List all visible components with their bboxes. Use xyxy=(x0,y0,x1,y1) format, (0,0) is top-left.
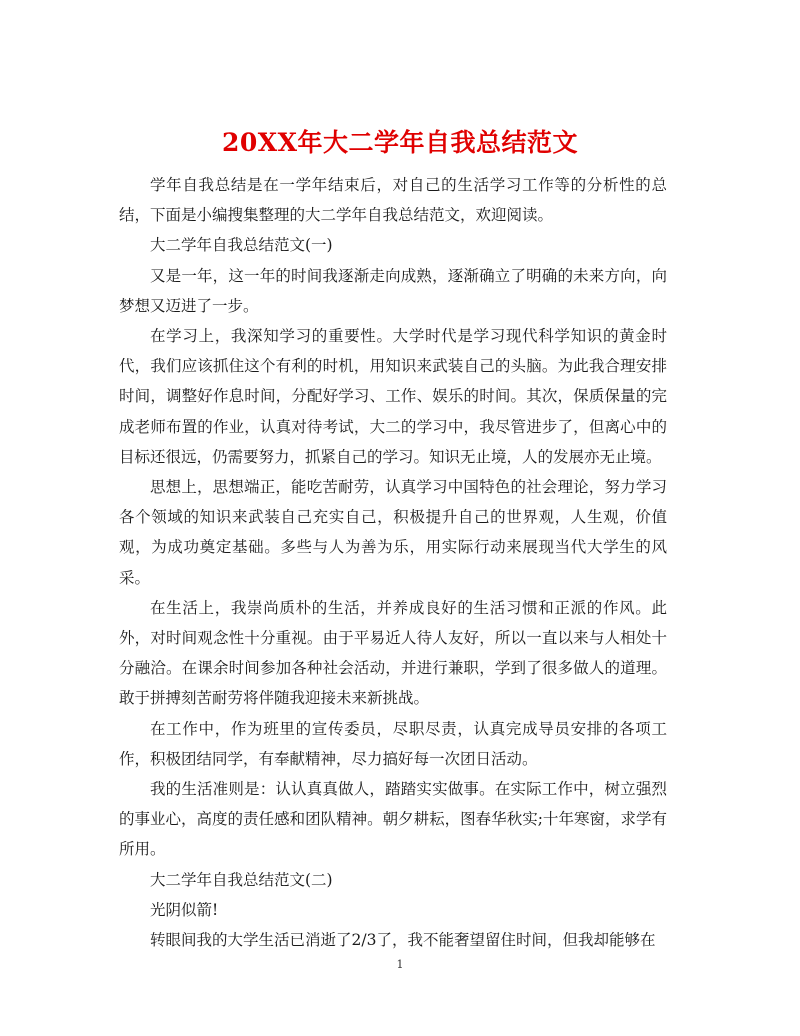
paragraph: 光阴似箭! xyxy=(150,900,219,919)
section-heading-one: 大二学年自我总结范文(一) xyxy=(150,236,333,255)
section-heading-two: 大二学年自我总结范文(二) xyxy=(150,870,333,889)
document-title: 20XX年大二学年自我总结范文 xyxy=(221,127,579,157)
paragraph: 在学习上，我深知学习的重要性。大学时代是学习现代科学知识的黄金时代，我们应该抓住这个有利的时机，用知识来武装自己的头脑。为此我合理安排时间，调整好作息时间，分配好学习、工作、娱乐的时间。其次，保质保量的完成老师布置的作业，认真对待考试，大二的学习中，我尽管进步了，但离心中的目标还很远，仍需要努力，抓紧自己的学习。知识无止境，人的发展亦无止境。 xyxy=(119,327,667,466)
paragraph-intro: 学年自我总结是在一学年结束后，对自己的生活学习工作等的分析性的总结，下面是小编搜集整理的大二学年自我总结范文，欢迎阅读。 xyxy=(119,176,667,225)
paragraph: 思想上，思想端正，能吃苦耐劳，认真学习中国特色的社会理论，努力学习各个领域的知识来武装自己充实自己，积极提升自己的世界观，人生观，价值观，为成功奠定基础。多些与人为善为乐，用实际行动来展现当代大学生的风采。 xyxy=(119,478,667,587)
paragraph: 我的生活准则是：认认真真做人，踏踏实实做事。在实际工作中，树立强烈的事业心，高度的责任感和团队精神。朝夕耕耘，图春华秋实;十年寒窗，求学有所用。 xyxy=(119,780,667,859)
document-body xyxy=(119,170,667,955)
paragraph: 在生活上，我崇尚质朴的生活，并养成良好的生活习惯和正派的作风。此外，对时间观念性十分重视。由于平易近人待人友好，所以一直以来与人相处十分融洽。在课余时间参加各种社会活动，并进行兼职，学到了很多做人的道理。敢于拼搏刻苦耐劳将伴随我迎接未来新挑战。 xyxy=(119,598,667,708)
paragraph: 转眼间我的大学生活已消逝了2/3了，我不能奢望留住时间，但我却能够在 xyxy=(150,931,656,950)
paragraph: 在工作中，作为班里的宣传委员，尽职尽责，认真完成导员安排的各项工作，积极团结同学，有奉献精神，尽力搞好每一次团日活动。 xyxy=(119,719,667,768)
page-number: 1 xyxy=(396,958,404,971)
paragraph: 又是一年，这一年的时间我逐渐走向成熟，逐渐确立了明确的未来方向，向梦想又迈进了一步。 xyxy=(119,266,667,315)
